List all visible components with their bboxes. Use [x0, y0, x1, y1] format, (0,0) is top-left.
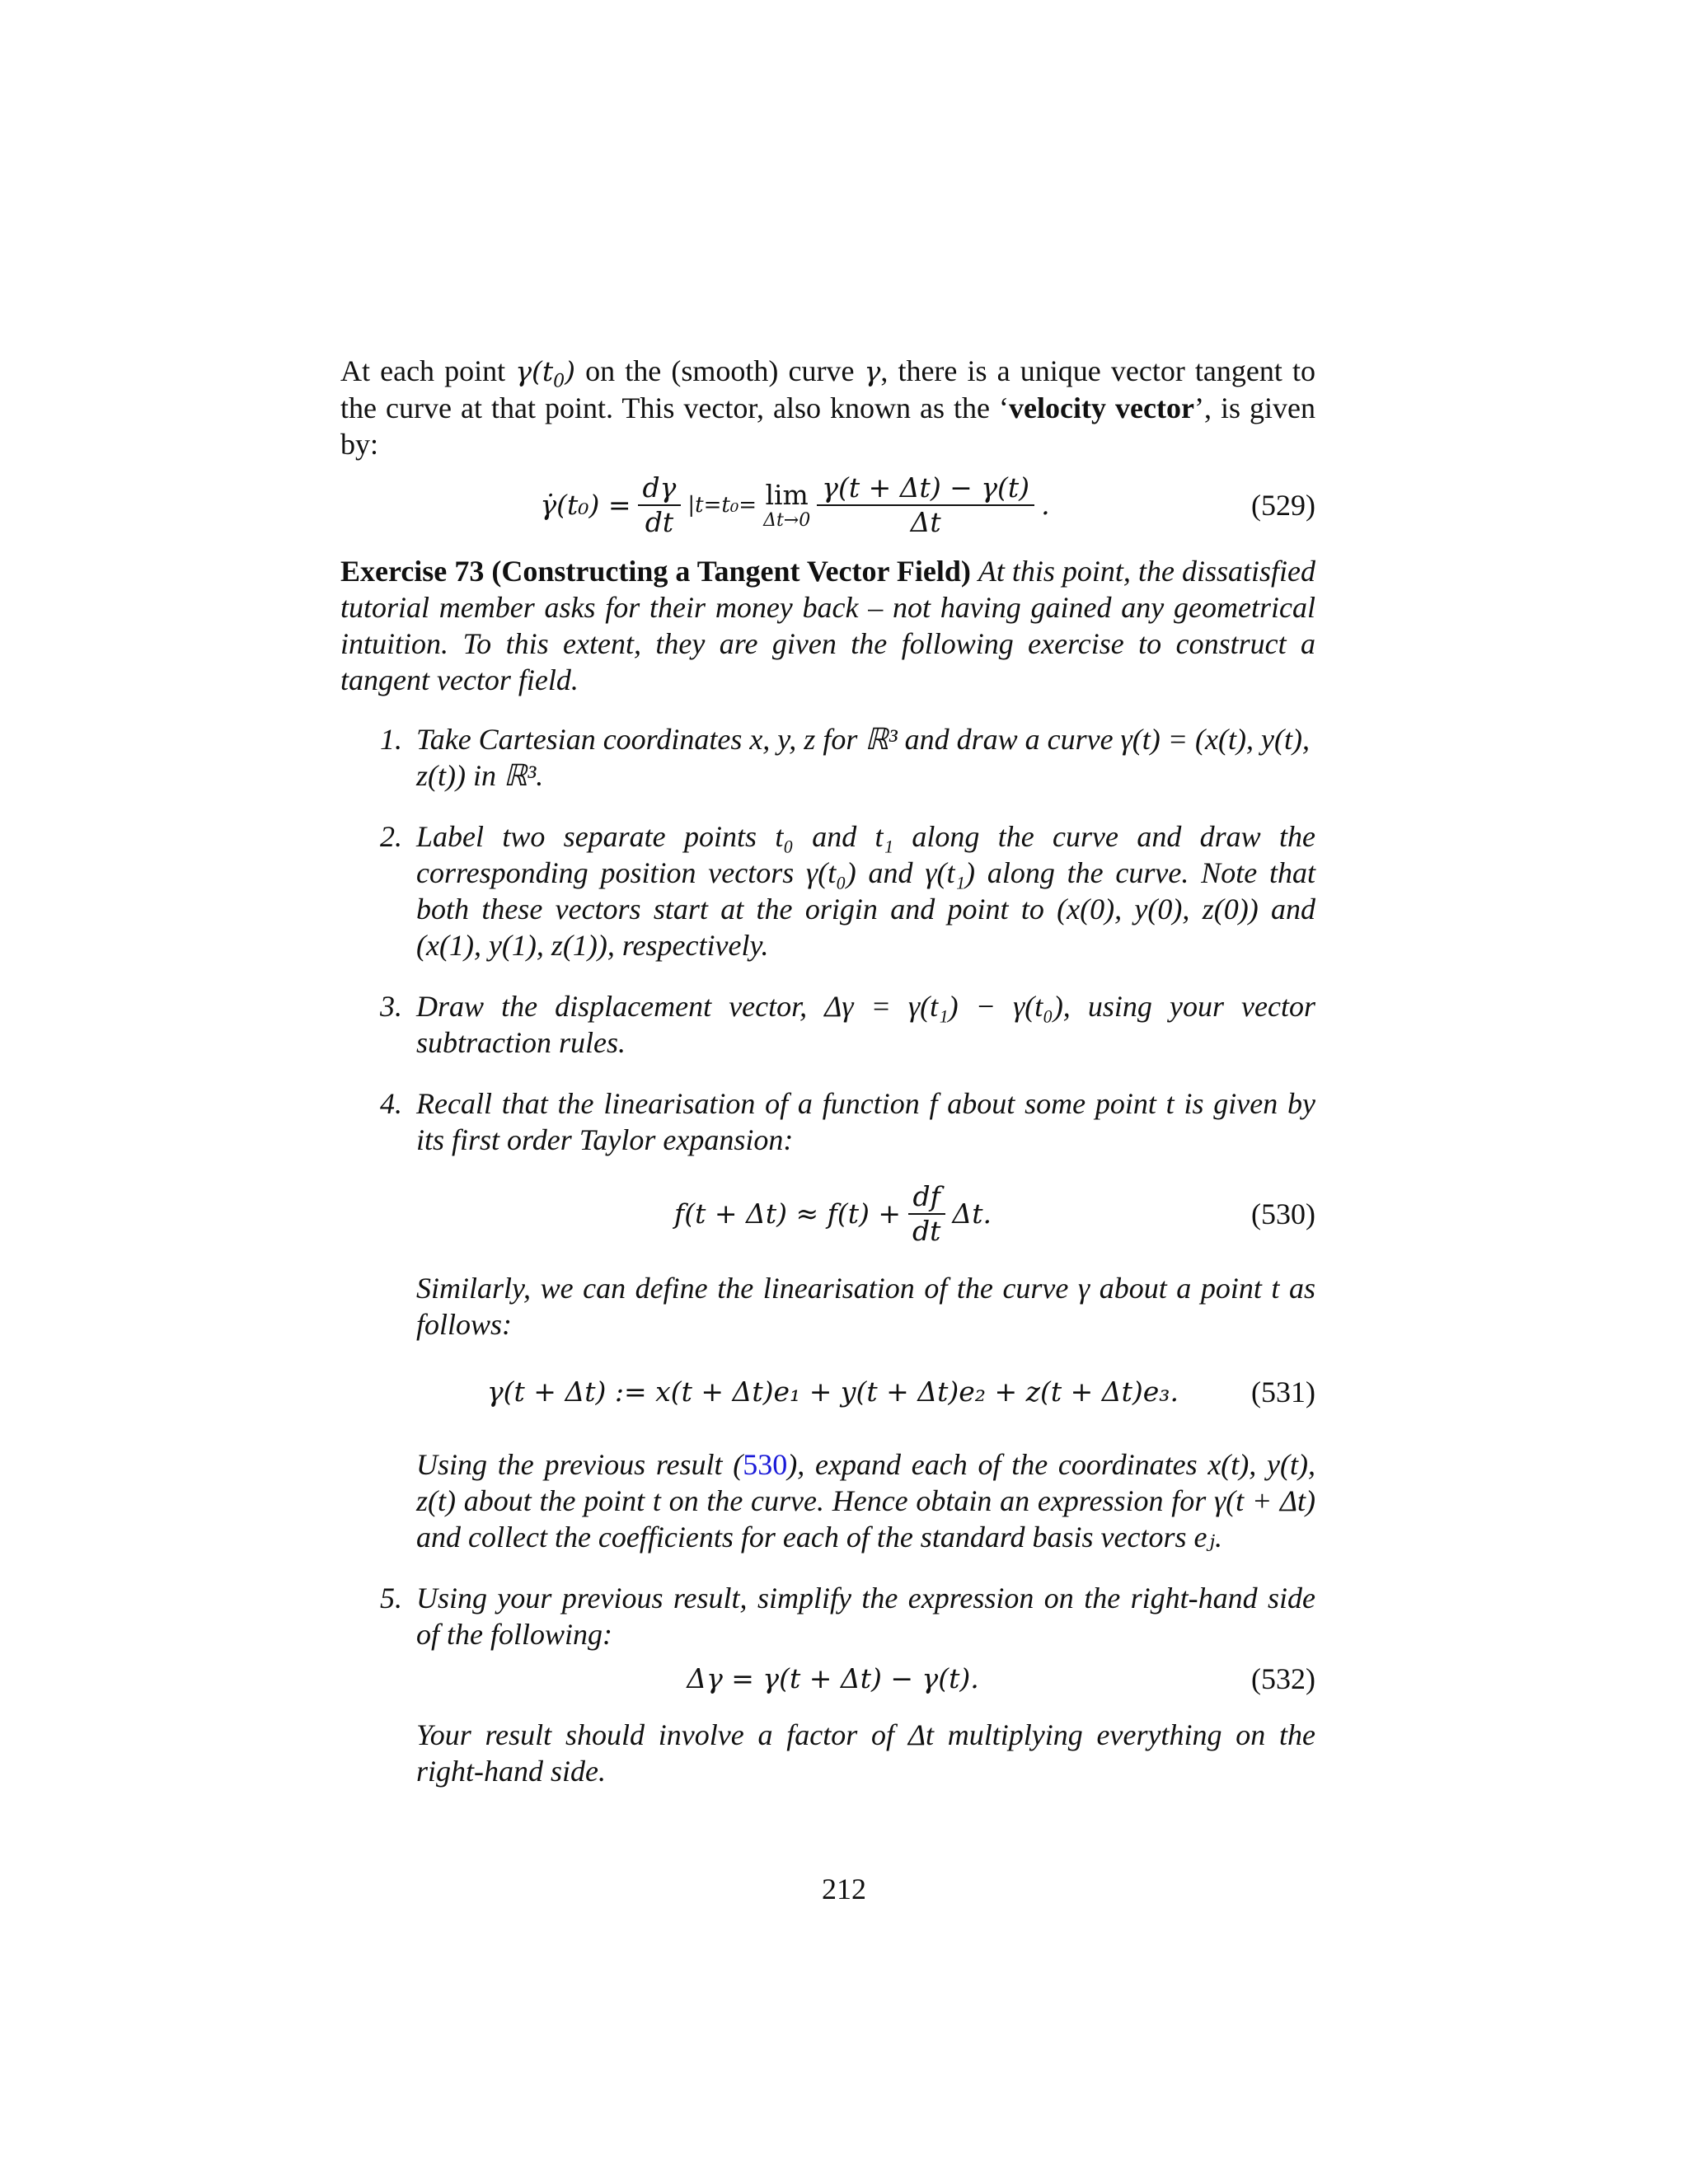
- equation-530: [416, 1165, 1315, 1263]
- list-item-3: [340, 988, 1315, 1061]
- intro-text-d: ’, is given by:: [340, 391, 1315, 461]
- exercise-paragraph: [340, 553, 1315, 698]
- intro-math-gamma-t0: $\gamma(t_0)$: [515, 355, 576, 392]
- eq529-frac-num: dγ: [638, 471, 682, 506]
- list-item-text: Label two separate points t₀ and t₁ along the curve and draw the corresponding position vectors γ(t₀) and γ(t₁) along the curve. Note that both these vectors start at the origin and point to (x(0), y(0), z(0)) and (x(1), y(1), z(1)), respectively.: [416, 820, 1315, 962]
- eq529-limit: [763, 480, 810, 531]
- eq529-lim-top: lim: [765, 479, 809, 511]
- list-item-text-2: Your result should involve a factor of Δt multiplying everything on the right-hand side.: [416, 1718, 1315, 1788]
- eq529-number: (529): [1251, 489, 1315, 522]
- list-item-text: Draw the displacement vector, Δγ = γ(t₁) − γ(t₀), using your vector subtraction rules.: [416, 990, 1315, 1059]
- list-item-2: [340, 818, 1315, 963]
- exercise-text: At this point, the dissatisfied tutorial member asks for their money back – not having gained any geometrical intuition. To this extent, they are given the following exercise to construct a tangent vector field.: [340, 555, 1315, 696]
- velocity-vector-term: velocity vector: [1009, 391, 1194, 424]
- list-item-4: [340, 1085, 1315, 1555]
- eq530-frac-den: dt: [912, 1215, 941, 1247]
- eq529-lim-bot: Δt→0: [763, 510, 811, 531]
- equation-531-body: [416, 1343, 1250, 1441]
- eq530-lhs: f(t + Δt) ≈ f(t) +: [674, 1197, 901, 1230]
- list-item-1: [340, 721, 1315, 794]
- intro-text-c: , there is a unique vector tangent to the curve at that point. This vector, also known as the ‘: [340, 354, 1316, 424]
- eq529-rhs-num: γ(t + Δt) − γ(t): [817, 471, 1034, 506]
- list-item-5: [340, 1580, 1315, 1789]
- list-item-text: Take Cartesian coordinates x, y, z for ℝ³ and draw a curve γ(t) = (x(t), y(t), z(t)) in ℝ³.: [416, 723, 1310, 792]
- eq529-eval: |t=t₀=: [687, 493, 757, 518]
- eq532-number: (532): [1251, 1662, 1315, 1695]
- exercise-list: [340, 721, 1315, 1789]
- list-label: 3.: [380, 990, 402, 1023]
- eq529-lhs: γ̇(t₀) =: [540, 489, 631, 521]
- intro-text-a: At each point: [340, 354, 506, 387]
- eq530-frac-num: df: [908, 1180, 945, 1215]
- eq529-difference-quotient: [817, 471, 1034, 539]
- exercise-heading: Exercise 73 (Constructing a Tangent Vector Field): [340, 555, 971, 588]
- eq531-number: (531): [1251, 1376, 1315, 1408]
- list-label: 2.: [380, 820, 402, 853]
- eq530-rhs: Δt.: [952, 1197, 992, 1230]
- list-label: 1.: [380, 723, 402, 756]
- equation-531: [416, 1343, 1315, 1441]
- list-item-text: Recall that the linearisation of a function f about some point t is given by its first order Taylor expansion:: [416, 1087, 1315, 1156]
- eq529-rhs-den: Δt: [910, 506, 941, 538]
- list-item-text-2: Similarly, we can define the linearisation of the curve γ about a point t as follows:: [416, 1272, 1315, 1341]
- eq529-derivative: [638, 471, 682, 539]
- eq530-number: (530): [1251, 1197, 1315, 1230]
- equation-532-body: [416, 1652, 1250, 1705]
- text3-b: ), expand each of the coordinates x(t), y(t), z(t) about the point t on the curve. Hence obtain an expression for γ(t + Δt) and collect the coefficients for each of the standard basis vectors eⱼ.: [416, 1448, 1315, 1554]
- eq532-expr: Δγ = γ(t + Δt) − γ(t).: [687, 1662, 979, 1694]
- equation-reference-link[interactable]: 530: [743, 1448, 788, 1481]
- intro-text-b: on the (smooth) curve: [585, 354, 855, 387]
- list-item-text: Using your previous result, simplify the expression on the right-hand side of the following:: [416, 1582, 1315, 1651]
- eq531-expr: γ(t + Δt) := x(t + Δt)e₁ + y(t + Δt)e₂ + z(t + Δt)e₃.: [486, 1376, 1179, 1408]
- equation-529: [340, 466, 1315, 545]
- list-item-text-3: [416, 1446, 1315, 1555]
- eq529-frac-den: dt: [645, 506, 674, 538]
- text3-a: Using the previous result (: [416, 1448, 743, 1481]
- equation-529-body: [340, 466, 1250, 545]
- list-label: 5.: [380, 1582, 402, 1615]
- intro-math-gamma: γ: [864, 355, 881, 387]
- equation-530-body: [416, 1165, 1250, 1263]
- equation-532: [416, 1652, 1315, 1705]
- list-label: 4.: [380, 1087, 402, 1120]
- page-number: 212: [822, 1872, 866, 1905]
- page-content: [340, 353, 1315, 1804]
- eq530-derivative: [907, 1180, 945, 1248]
- intro-paragraph: [340, 353, 1315, 462]
- eq529-end: .: [1041, 489, 1050, 521]
